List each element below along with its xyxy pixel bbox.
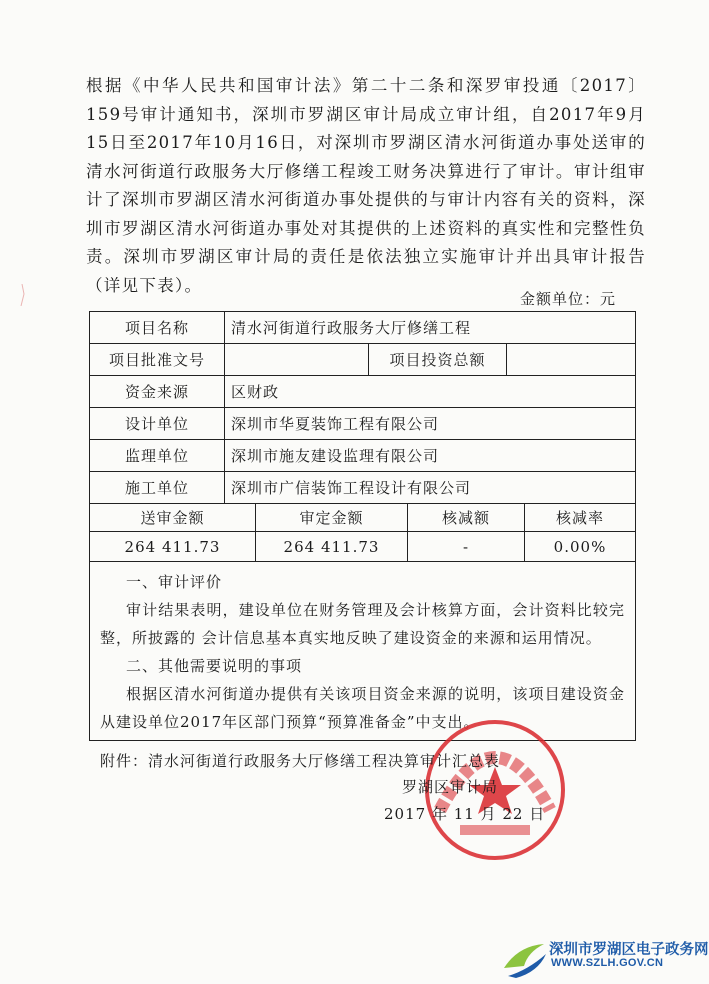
section1-text: 审计结果表明，建设单位在财务管理及会计核算方面，会计资料比较完整，所披露的 会计信息基本真实地反映了建设资金的来源和运用情况。 xyxy=(100,601,625,647)
table-row xyxy=(90,376,635,408)
audit-table xyxy=(89,311,636,741)
project-name-label: 项目名称 xyxy=(90,312,225,343)
approved-amount-value: 264 411.73 xyxy=(256,532,408,561)
scan-smudge xyxy=(18,284,26,306)
intro-paragraph: 根据《中华人民共和国审计法》第二十二条和深罗审投通〔2017〕159号审计通知书，深圳市罗湖区审计局成立审计组，自2017年9月15日至2017年10月16日，对深圳市罗湖区清水河街道办事处送审的清水河街道行政服务大厅修缮工程竣工财务决算进行了审计。审计组审计了深圳市罗湖区清水河街道办事处提供的与审计内容有关的资料，深圳市罗湖区清水河街道办事处对其提供的上述资料的真实性和完整性负责。深圳市罗湖区审计局的责任是依法独立实施审计并出具审计报告（详见下表）。 xyxy=(86,76,646,295)
construction-unit-value: 深圳市广信装饰工程设计有限公司 xyxy=(231,479,472,497)
fund-source-label: 资金来源 xyxy=(90,376,225,407)
reduction-rate-value: 0.00% xyxy=(553,537,607,556)
table-row xyxy=(90,408,635,440)
section2-title: 二、其他需要说明的事项 xyxy=(126,657,303,675)
approval-no-value xyxy=(225,344,369,375)
table-row xyxy=(90,344,635,376)
issuing-organization: 罗湖区审计局 xyxy=(402,778,499,796)
investment-label: 项目投资总额 xyxy=(369,344,507,375)
issue-date: 2017 年 11 月 22 日 xyxy=(384,805,546,823)
supervision-unit-label: 监理单位 xyxy=(90,440,225,471)
table-row xyxy=(90,312,635,344)
table-row xyxy=(90,440,635,472)
attachment-line: 附件：清水河街道行政服务大厅修缮工程决算审计汇总表 xyxy=(100,752,501,770)
submitted-amount-value: 264 411.73 xyxy=(90,532,256,561)
table-row xyxy=(90,472,635,504)
amount-unit: 金额单位：元 xyxy=(520,290,617,308)
amount-header-row xyxy=(90,504,635,532)
section2-text: 根据区清水河街道办提供有关该项目资金来源的说明，该项目建设资金从建设单位2017年区部门预算“预算准备金”中支出。 xyxy=(100,685,625,731)
investment-value xyxy=(507,344,635,375)
approval-no-label: 项目批准文号 xyxy=(90,344,225,375)
construction-unit-label: 施工单位 xyxy=(90,472,225,503)
watermark-title: 深圳市罗湖区电子政务网 xyxy=(549,942,709,958)
submitted-amount-header: 送审金额 xyxy=(90,504,256,531)
section1-title: 一、审计评价 xyxy=(126,573,223,591)
reduction-rate-header: 核减率 xyxy=(555,509,604,527)
design-unit-value: 深圳市华夏装饰工程有限公司 xyxy=(231,415,440,433)
fund-source-value: 区财政 xyxy=(231,383,280,401)
evaluation-section xyxy=(90,562,635,740)
supervision-unit-value: 深圳市施友建设监理有限公司 xyxy=(231,447,440,465)
reduction-value: - xyxy=(408,532,525,561)
approved-amount-header: 审定金额 xyxy=(256,504,408,531)
watermark-url: WWW.SZLH.GOV.CN xyxy=(551,957,664,969)
design-unit-label: 设计单位 xyxy=(90,408,225,439)
amount-value-row xyxy=(90,532,635,562)
project-name-value: 清水河街道行政服务大厅修缮工程 xyxy=(231,319,472,337)
reduction-header: 核减额 xyxy=(408,504,525,531)
